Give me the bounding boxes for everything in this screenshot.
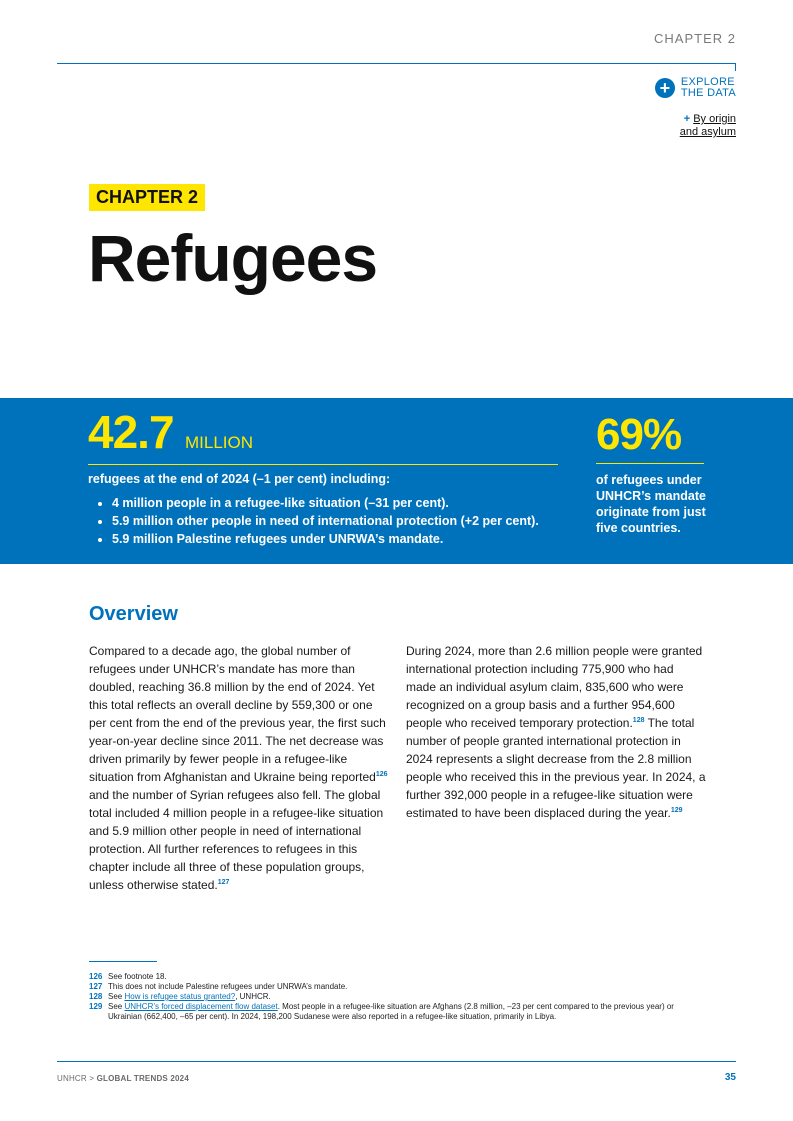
paragraph-text: During 2024, more than 2.6 million people were granted international protection including 775,900 who had made an individual asylum claim, 835,600 who were recognized on a group basis and a further 954,600 people who received temporary protection.: [406, 644, 703, 730]
footnote-ref-128[interactable]: 128: [632, 717, 645, 724]
displacement-dataset-link[interactable]: UNHCR’s forced displacement flow dataset: [124, 1002, 278, 1011]
highlight-divider-right: [596, 463, 704, 464]
overview-heading: Overview: [89, 603, 178, 625]
footnote-127: [89, 982, 709, 992]
footnote-ref-127[interactable]: 127: [217, 879, 230, 886]
page-title: Refugees: [88, 221, 378, 295]
header-divider: [57, 63, 736, 64]
by-origin-and-asylum-link[interactable]: [680, 113, 736, 139]
explore-data-button[interactable]: [655, 77, 736, 99]
refugee-status-link[interactable]: How is refugee status granted?: [124, 992, 236, 1001]
list-item: • 4 million people in a refugee-like situation (–31 per cent).: [112, 496, 539, 510]
footer-divider: [57, 1061, 736, 1062]
list-item: • 5.9 million Palestine refugees under UNRWA’s mandate.: [112, 532, 539, 546]
footnote-number: 126: [89, 972, 103, 981]
footnote-suffix: . Most people in a refugee-like situation are Afghans (2.8 million, –23 per cent compared to the previous year) or Ukrainian (662,400, –65 per cent). In 2024, 198,200 Sudanese were also reported in a refugee-like situation, primarily in Libya.: [108, 1002, 674, 1021]
refugee-total-number: 42.7: [88, 406, 174, 458]
footnote-prefix: See: [108, 992, 125, 1001]
highlight-list: [100, 496, 539, 550]
explore-line-2: THE DATA: [680, 87, 736, 99]
refugee-total-unit: MILLION: [185, 433, 254, 452]
footer-report-title: GLOBAL TRENDS 2024: [96, 1074, 189, 1083]
footnote-126: [89, 972, 709, 982]
percent-description: of refugees under UNHCR’s mandate originate from just five countries.: [596, 473, 706, 535]
footer-breadcrumb: [57, 1074, 189, 1083]
running-chapter-label: CHAPTER 2: [654, 31, 736, 46]
overview-left-column: [89, 642, 389, 894]
footnote-ref-129[interactable]: 129: [670, 807, 683, 814]
highlight-intro: refugees at the end of 2024 (–1 per cent) including:: [88, 472, 391, 486]
list-item: • 5.9 million other people in need of international protection (+2 per cent).: [112, 514, 539, 528]
footnote-text: [108, 992, 271, 1002]
footnote-suffix: , UNHCR.: [235, 992, 271, 1001]
explore-line-1: EXPLORE: [680, 76, 735, 88]
link-line-2[interactable]: and asylum: [679, 126, 736, 138]
footer-org: UNHCR >: [57, 1074, 97, 1083]
footnote-129: [89, 1002, 709, 1022]
plus-icon: +: [683, 113, 691, 125]
chapter-badge: CHAPTER 2: [89, 184, 205, 211]
footnote-text: This does not include Palestine refugees under UNRWA’s mandate.: [108, 982, 348, 991]
footnote-text: [108, 1002, 709, 1022]
plus-circle-icon: +: [655, 78, 675, 98]
header-divider-tick: [735, 63, 736, 71]
footnote-ref-126[interactable]: 126: [375, 771, 388, 778]
paragraph-text: and the number of Syrian refugees also fell. The global total included 4 million people in a refugee-like situation and 5.9 million other people in need of international protection. All further references to refugees in this chapter include all three of these population groups, unless otherwise stated.: [89, 788, 384, 892]
footnote-128: [89, 992, 709, 1002]
footnote-number: 128: [89, 992, 103, 1001]
explore-data-label: [681, 77, 736, 99]
footnotes: [89, 972, 709, 1022]
footnote-number: 127: [89, 982, 103, 991]
page-number: 35: [724, 1072, 736, 1083]
footnote-divider: [89, 961, 157, 962]
footnote-number: 129: [89, 1002, 103, 1011]
paragraph-text: Compared to a decade ago, the global number of refugees under UNHCR’s mandate has more than doubled, reaching 36.8 million by the end of 2024. Yet this total reflects an overall decline by 559,300 or one per cent from the end of the previous year, the first such year-on-year decline since 2011. The net decrease was driven primarily by fewer people in a refugee-like situation from Afghanistan and Ukraine being reported: [89, 644, 386, 784]
percent-stat: 69%: [596, 410, 682, 459]
link-line-1[interactable]: By origin: [693, 113, 736, 125]
footnote-prefix: See: [108, 1002, 125, 1011]
footnote-text: See footnote 18.: [108, 972, 167, 981]
overview-right-column: [406, 642, 706, 822]
paragraph-text: The total number of people granted international protection in 2024 represents a slight decrease from the 2.8 million people who received this in the previous year. In 2024, a further 392,000 people in a refugee-like situation were estimated to have been displaced during the year.: [406, 716, 706, 820]
highlight-divider-left: [88, 464, 558, 465]
